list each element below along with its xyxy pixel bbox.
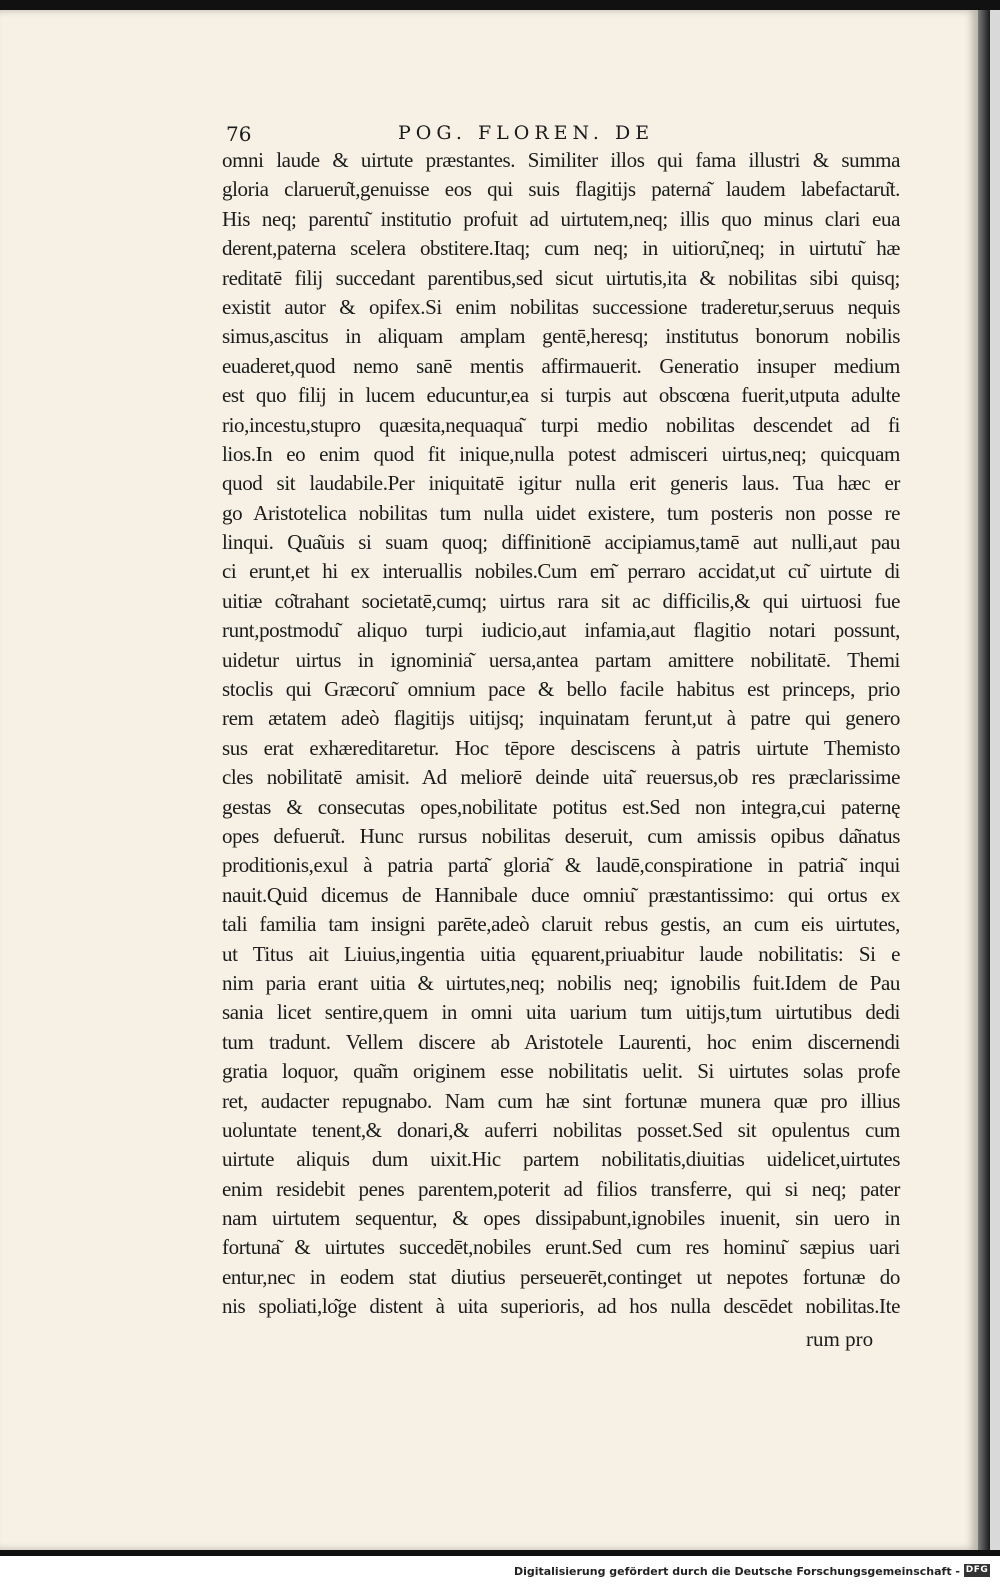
page-edge-shadow xyxy=(978,10,990,1550)
text-line: gloria clarueru͂t,genuisse eos qui suis flagitijs paterna͂ laudem labefactaru͂t. xyxy=(222,177,900,202)
text-line: quod sit laudabile.Per iniquitatē igitur nulla erit generis laus. Tua hæc er xyxy=(222,471,900,496)
running-head: POG. FLOREN. DE xyxy=(398,122,655,144)
text-line: uidetur uirtus in ignominia͂ uersa,antea partam amittere nobilitatē. Themi xyxy=(222,647,900,672)
text-line: ut Titus ait Liuius,ingentia uitia ęquarent,priuabitur laude nobilitatis: Si e xyxy=(222,941,900,966)
text-line: uirtute aliquis dum uixit.Hic partem nobilitatis,diuitias uidelicet,uirtutes xyxy=(222,1147,900,1172)
text-line: simus,ascitus in aliquam amplam gentē,heresq; institutus bonorum nobilis xyxy=(222,324,900,349)
text-line: opes defueru͂t. Hunc rursus nobilitas deseruit, cum amissis opibus da͂natus xyxy=(222,823,900,848)
text-line: gestas & consecutas opes,nobilitate potitus est.Sed non integra,cui paternę xyxy=(222,794,900,819)
catchword: rum pro xyxy=(806,1327,874,1351)
text-line: enim residebit penes parentem,poterit ad filios transferre, qui si neq; pater xyxy=(222,1176,900,1201)
text-line: His neq; parentu͂ institutio profuit ad uirtutem,neq; illis quo minus clari eua xyxy=(222,206,900,231)
text-line: gratia loquor, qua͂m originem esse nobilitatis uelit. Si uirtutes solas profe xyxy=(222,1059,900,1084)
text-line: nauit.Quid dicemus de Hannibale duce omniu͂ præstantissimo: qui ortus ex xyxy=(222,882,900,907)
text-line: sus erat exhæreditaretur. Hoc tēpore desciscens à patris uirtute Themisto xyxy=(222,735,900,760)
text-line: uitiæ co͂trahant societatē,cumq; uirtus rara sit ac difficilis,& qui uirtuosi fue xyxy=(222,588,900,613)
text-line: nis spoliati,lo͂ge distent à uita superioris, ad hos nulla descēdet nobilitas.Ite xyxy=(222,1294,900,1319)
text-line: nim paria erant uitia & uirtutes,neq; nobilis neq; ignobilis fuit.Idem de Pau xyxy=(222,970,900,995)
page-number: 76 xyxy=(226,122,252,146)
dfg-logo-icon: DFG xyxy=(965,1565,989,1575)
text-line: stoclis qui Græcoru͂ omnium pace & bello facile habitus est princeps, prio xyxy=(222,677,900,702)
funding-credit: Digitalisierung gefördert durch die Deutsche Forschungsgemeinschaft - xyxy=(513,1565,960,1578)
scan-right-border xyxy=(990,10,1000,1550)
text-line: linqui. Qua͂uis si suam quoq; diffinitionē accipiamus,tamē aut nulli,aut pau xyxy=(222,530,900,555)
text-line: fortuna͂ & uirtutes succedēt,nobiles erunt.Sed cum res hominu͂ sæpius uari xyxy=(222,1235,900,1260)
text-line: tali familia tam insigni parēte,adeò claruit rebus gestis, an cum eis uirtutes, xyxy=(222,912,900,937)
body-text xyxy=(222,146,900,1322)
text-line: ci erunt,et hi ex interuallis nobiles.Cum em͂ perraro accidat,ut cu͂ uirtute di xyxy=(222,559,900,584)
text-line: entur,nec in eodem stat diutius perseuerēt,continget ut nepotes fortunæ do xyxy=(222,1264,900,1289)
text-line: lios.In eo enim quod fit inique,nulla potest admisceri uirtus,neq; quicquam xyxy=(222,441,900,466)
text-line: uoluntate tenent,& donari,& auferri nobilitas posset.Sed sit opulentus cum xyxy=(222,1117,900,1142)
text-line: rio,incestu,stupro quæsita,nequaqua͂ turpi medio nobilitas descendet ad fi xyxy=(222,412,900,437)
text-line: existit autor & opifex.Si enim nobilitas successione traderetur,seruus nequis xyxy=(222,294,900,319)
text-line: nam uirtutem sequentur, & opes dissipabunt,ignobiles inuenit, sin uero in xyxy=(222,1206,900,1231)
text-line: go Aristotelica nobilitas tum nulla uidet existere, tum posteris non posse re xyxy=(222,500,900,525)
text-line: sania licet sentire,quem in omni uita uarium tum uitijs,tum uirtutibus dedi xyxy=(222,1000,900,1025)
text-line: cles nobilitatē amisit. Ad meliorē deinde uita͂ reuersus,ob res præclarissime xyxy=(222,765,900,790)
digitization-footer xyxy=(0,1556,1000,1587)
text-line: omni laude & uirtute præstantes. Similiter illos qui fama illustri & summa xyxy=(222,148,900,172)
text-line: rem ætatem adeò flagitijs uitijsq; inquinatam ferunt,ut à patre qui genero xyxy=(222,706,900,731)
text-line: proditionis,exul à patria parta͂ gloria͂ & laudē,conspiratione in patria͂ inqui xyxy=(222,853,900,878)
text-line: ret, audacter repugnabo. Nam cum hæ sint fortunæ munera quæ pro illius xyxy=(222,1088,900,1113)
text-line: tum tradunt. Vellem discere ab Aristotele Laurenti, hoc enim discernendi xyxy=(222,1029,900,1054)
text-line: derent,paterna scelera obstitere.Itaq; cum neq; in uitioru͂,neq; in uirtutu͂ hæ xyxy=(222,236,900,261)
text-line: est quo filij in lucem educuntur,ea si turpis aut obscœna fuerit,utputa adulte xyxy=(222,383,900,408)
text-line: euaderet,quod nemo sanē mentis affirmauerit. Generatio insuper medium xyxy=(222,353,900,378)
text-line: runt,postmodu͂ aliquo turpi iudicio,aut infamia,aut flagitio notari possunt, xyxy=(222,618,900,643)
scan-top-border xyxy=(0,0,1000,10)
text-line: reditatē filij succedant parentibus,sed sicut uirtutis,ita & nobilitas sibi quisq; xyxy=(222,265,900,290)
